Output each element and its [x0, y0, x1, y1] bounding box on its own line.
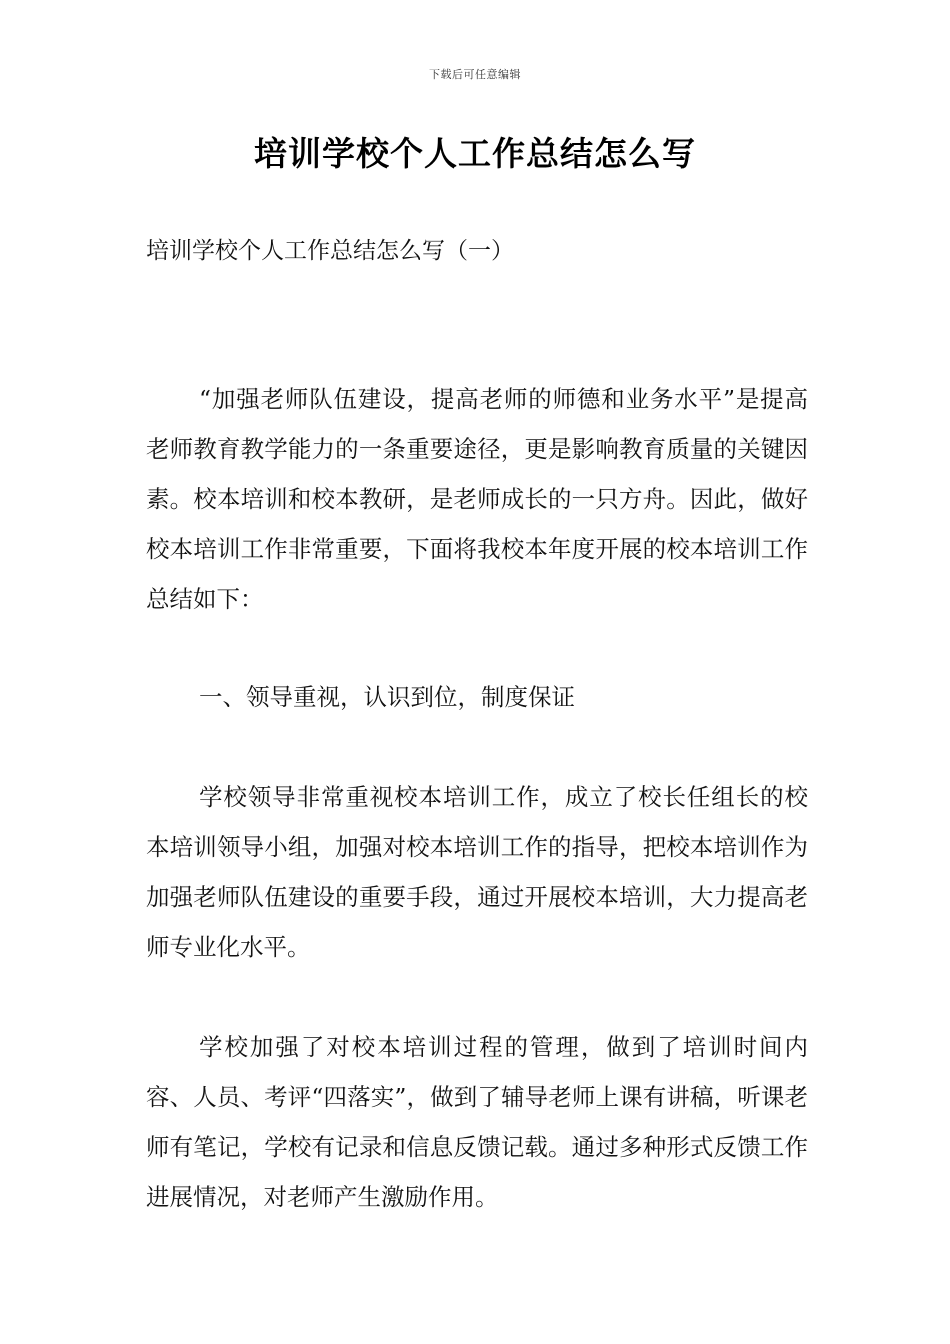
- intro-paragraph: “加强老师队伍建设，提高老师的师德和业务水平”是提高老师教育教学能力的一条重要途径，更是影响教育质量的关键因素。校本培训和校本教研，是老师成长的一只方舟。因此，做好校本培训工作非常重要，下面将我校本年度开展的校本培训工作总结如下：: [146, 385, 808, 613]
- section-heading-1: 一、领导重视，认识到位，制度保证: [199, 683, 575, 711]
- body-paragraph-2: 学校领导非常重视校本培训工作，成立了校长任组长的校本培训领导小组，加强对校本培训工作的指导，把校本培训作为加强老师队伍建设的重要手段，通过开展校本培训，大力提高老师专业化水平。: [146, 783, 808, 961]
- document-subtitle: 培训学校个人工作总结怎么写（一）: [146, 238, 514, 264]
- header-note: 下载后可任意编辑: [429, 68, 521, 81]
- document-title: 培训学校个人工作总结怎么写: [254, 134, 696, 173]
- body-paragraph-3: 学校加强了对校本培训过程的管理，做到了培训时间内容、人员、考评“四落实”，做到了辅导老师上课有讲稿，听课老师有笔记，学校有记录和信息反馈记载。通过多种形式反馈工作进展情况，对老师产生激励作用。: [146, 1033, 808, 1211]
